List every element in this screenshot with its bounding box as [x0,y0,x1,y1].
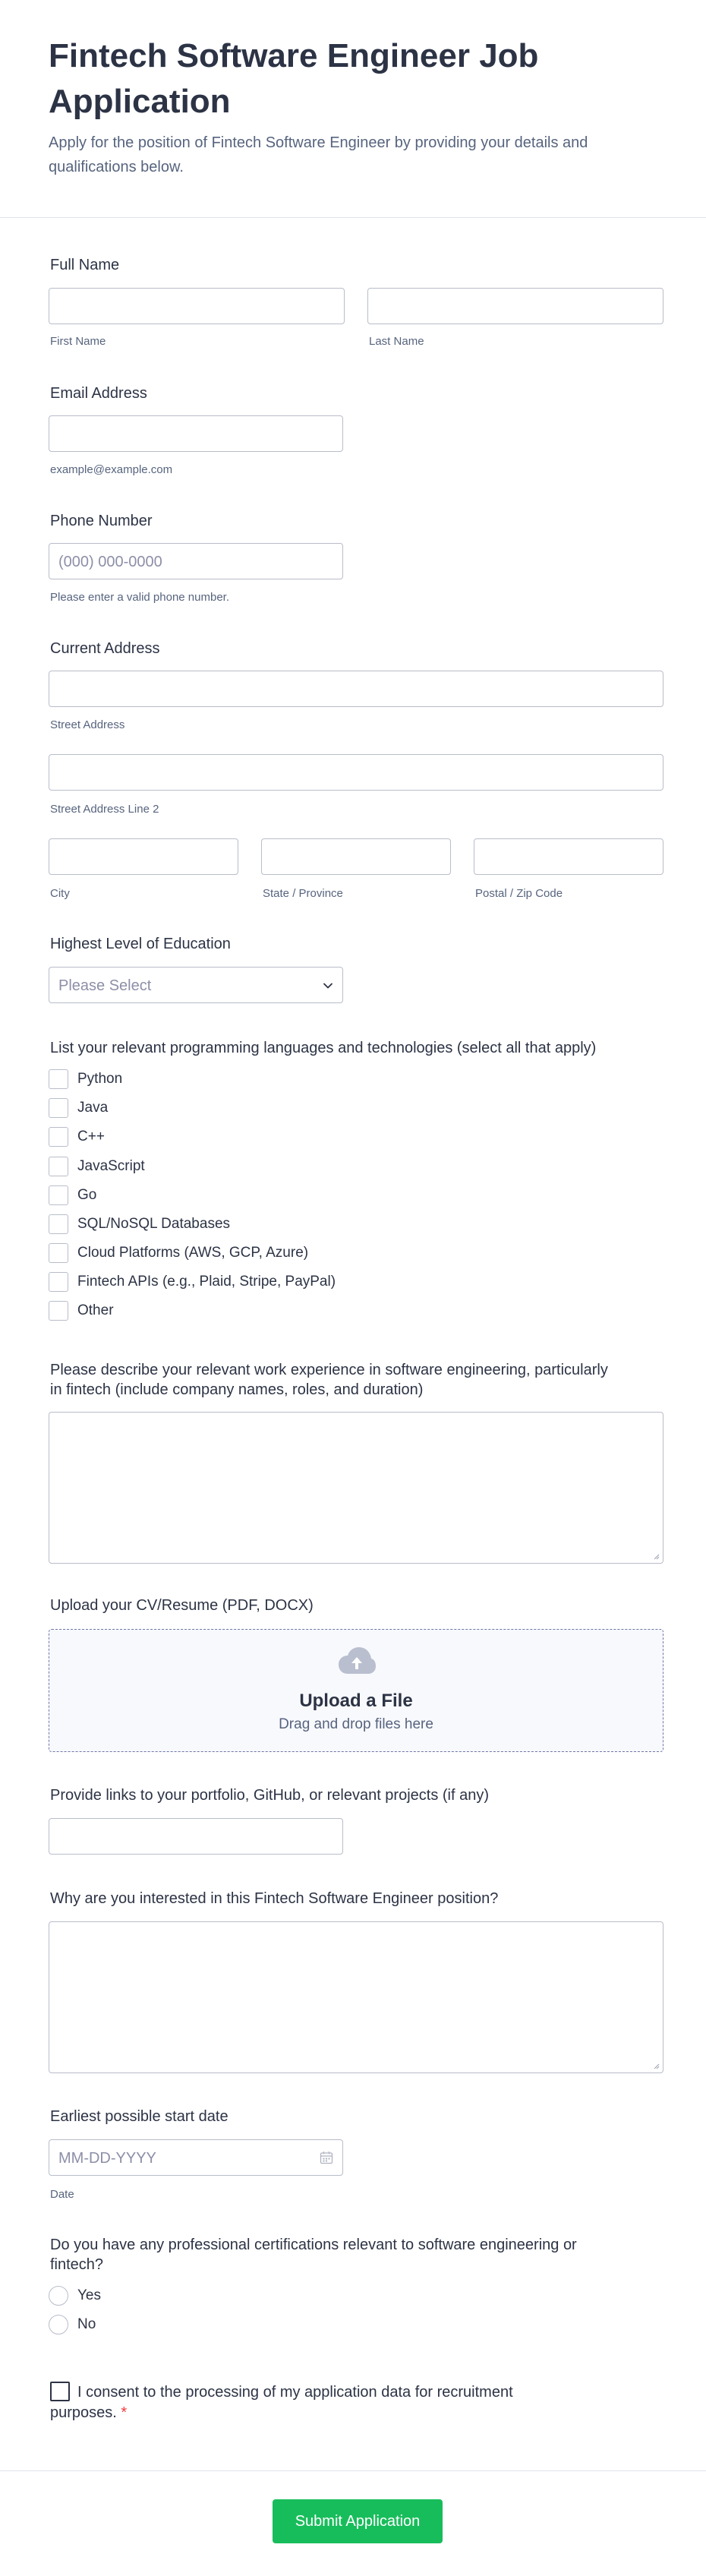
submit-button[interactable]: Submit Application [273,2499,443,2543]
checkbox-option-java[interactable] [49,1097,108,1119]
phone-placeholder: (000) 000-0000 [58,554,162,570]
consent-text-line2-text: purposes. [50,2404,117,2421]
interest-textarea[interactable] [49,1921,663,2073]
street-address-line2-input[interactable] [49,754,663,791]
radio-button[interactable] [49,2286,68,2306]
file-upload-dropzone[interactable] [49,1629,663,1752]
experience-label-line1: Please describe your relevant work experience in software engineering, particularly [50,1362,608,1378]
phone-input[interactable] [49,543,343,579]
city-input[interactable] [49,838,238,875]
consent-text-line1: I consent to the processing of my application data for recruitment [77,2384,513,2401]
required-mark: * [121,2404,128,2421]
checkbox-label: JavaScript [77,1158,145,1174]
interest-label: Why are you interested in this Fintech Software Engineer position? [50,1890,499,1907]
checkbox-label: Other [77,1302,114,1318]
email-sublabel: example@example.com [50,463,173,476]
education-label: Highest Level of Education [50,936,231,952]
street-address-line2-sublabel: Street Address Line 2 [50,803,159,816]
checkbox-option-cpp[interactable] [49,1126,105,1148]
radio-option-no[interactable] [49,2314,96,2335]
checkbox-label: Cloud Platforms (AWS, GCP, Azure) [77,1245,309,1261]
cloud-upload-icon [338,1646,376,1675]
form-title: Fintech Software Engineer Job Application [49,37,539,120]
chevron-down-icon [323,980,333,991]
first-name-input[interactable] [49,288,345,324]
street-address-input[interactable] [49,671,663,707]
checkbox-option-javascript[interactable] [49,1156,145,1177]
checkbox[interactable] [49,1272,68,1292]
last-name-sublabel: Last Name [369,335,424,348]
consent-checkbox[interactable] [50,2382,70,2401]
start-date-input[interactable] [49,2139,343,2176]
radio-label: Yes [77,2287,101,2303]
checkbox[interactable] [49,1301,68,1321]
experience-label-line2: in fintech (include company names, roles, and duration) [50,1381,424,1398]
checkbox-label: Python [77,1071,123,1087]
last-name-input[interactable] [367,288,663,324]
checkbox-label: C++ [77,1129,105,1144]
checkbox-option-python[interactable] [49,1069,122,1090]
checkbox-label: Java [77,1100,109,1116]
form-header [0,0,706,218]
address-label: Current Address [50,640,160,657]
start-date-label: Earliest possible start date [50,2108,229,2125]
form-description: Apply for the position of Fintech Software Engineer by providing your details and qualifications below. [49,134,588,175]
checkbox[interactable] [49,1214,68,1234]
checkbox[interactable] [49,1127,68,1147]
experience-textarea[interactable] [49,1412,663,1564]
checkbox[interactable] [49,1098,68,1118]
footer-divider [0,2470,706,2471]
checkbox-option-cloud[interactable] [49,1242,308,1264]
certifications-label-line1: Do you have any professional certifications relevant to software engineering or [50,2237,577,2253]
links-input[interactable] [49,1818,343,1855]
checkbox[interactable] [49,1069,68,1089]
radio-option-yes[interactable] [49,2285,101,2306]
state-input[interactable] [261,838,451,875]
upload-label: Upload your CV/Resume (PDF, DOCX) [50,1597,314,1614]
checkbox[interactable] [49,1185,68,1205]
phone-label: Phone Number [50,513,153,529]
phone-sublabel: Please enter a valid phone number. [50,591,229,604]
checkbox-option-fintech-apis[interactable] [49,1271,336,1293]
calendar-icon[interactable] [320,2151,333,2164]
education-select[interactable] [49,967,343,1003]
start-date-sublabel: Date [50,2188,74,2201]
email-label: Email Address [50,385,147,402]
radio-button[interactable] [49,2315,68,2334]
links-label: Provide links to your portfolio, GitHub, or relevant projects (if any) [50,1787,490,1804]
resize-grip-icon[interactable] [652,2062,660,2069]
checkbox-option-databases[interactable] [49,1214,230,1235]
start-date-placeholder: MM-DD-YYYY [58,2150,156,2167]
state-sublabel: State / Province [263,887,343,900]
languages-label: List your relevant programming languages and technologies (select all that apply) [50,1040,597,1056]
checkbox-label: Fintech APIs (e.g., Plaid, Stripe, PayPal) [77,1274,336,1290]
radio-label: No [77,2316,96,2332]
checkbox-label: Go [77,1187,97,1203]
consent-text-line2 [50,2403,127,2423]
resize-grip-icon[interactable] [652,1552,660,1560]
checkbox[interactable] [49,1243,68,1263]
upload-subtitle: Drag and drop files here [279,1716,433,1732]
full-name-label: Full Name [50,257,120,273]
zip-input[interactable] [474,838,663,875]
checkbox-option-go[interactable] [49,1185,96,1206]
certifications-label-line2: fintech? [50,2256,104,2273]
education-selected-value: Please Select [58,977,152,994]
city-sublabel: City [50,887,70,900]
checkbox-label: SQL/NoSQL Databases [77,1216,231,1232]
upload-title: Upload a File [299,1690,413,1711]
zip-sublabel: Postal / Zip Code [475,887,563,900]
checkbox[interactable] [49,1157,68,1176]
street-address-sublabel: Street Address [50,718,125,731]
checkbox-option-other[interactable] [49,1300,114,1321]
email-input[interactable] [49,415,343,452]
first-name-sublabel: First Name [50,335,106,348]
